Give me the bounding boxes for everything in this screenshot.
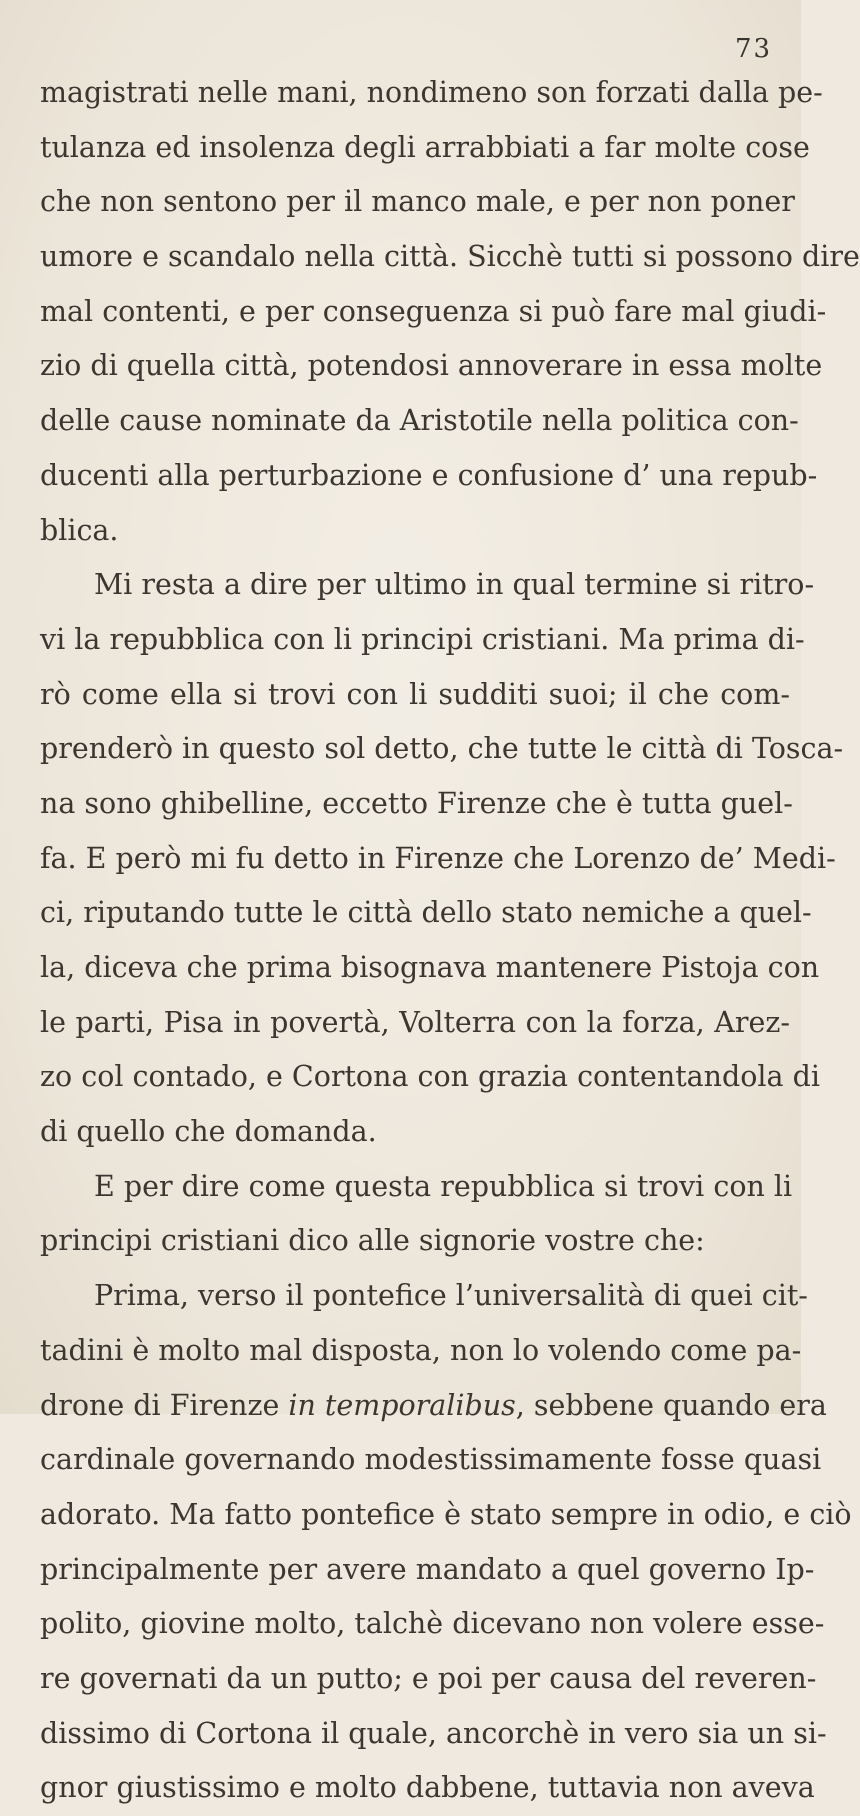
text-line: umore e scandalo nella città. Sicchè tutti si possono dire bbox=[40, 240, 860, 274]
text-line: ducenti alla perturbazione e confusione d’ una repub- bbox=[40, 458, 818, 492]
text-line: blica. bbox=[40, 513, 119, 547]
text-line: vi la repubblica con li principi cristiani. Ma prima di- bbox=[40, 622, 805, 656]
text-line: na sono ghibelline, eccetto Firenze che è tutta guel- bbox=[40, 786, 793, 820]
text-line: zo col contado, e Cortona con grazia contentandola di bbox=[40, 1060, 820, 1094]
text-segment: drone di Firenze bbox=[40, 1388, 289, 1422]
text-line: zio di quella città, potendosi annoverare in essa molte bbox=[40, 349, 823, 383]
page-text bbox=[40, 66, 860, 1816]
text-line: mal contenti, e per conseguenza si può fare mal giudi- bbox=[40, 294, 827, 328]
text-line: che non sentono per il manco male, e per non poner bbox=[40, 185, 795, 219]
text-line: principi cristiani dico alle signorie vostre che: bbox=[40, 1224, 705, 1258]
text-line: fa. E però mi fu detto in Firenze che Lorenzo de’ Medi- bbox=[40, 841, 836, 875]
text-line: E per dire come questa repubblica si trovi con li bbox=[94, 1169, 793, 1203]
text-line: magistrati nelle mani, nondimeno son forzati dalla pe- bbox=[40, 76, 823, 109]
text-line: delle cause nominate da Aristotile nella politica con- bbox=[40, 404, 799, 438]
text-line: tadini è molto mal disposta, non lo volendo come pa- bbox=[40, 1333, 802, 1367]
text-line: principalmente per avere mandato a quel governo Ip- bbox=[40, 1552, 815, 1586]
text-line: Mi resta a dire per ultimo in qual termine si ritro- bbox=[94, 568, 815, 602]
text-segment: , sebbene quando era bbox=[515, 1388, 827, 1422]
text-line: gnor giustissimo e molto dabbene, tuttavia non aveva bbox=[40, 1771, 815, 1805]
text-line: Prima, verso il pontefice l’universalità di quei cit- bbox=[94, 1279, 808, 1313]
text-line: ci, riputando tutte le città dello stato nemiche a quel- bbox=[40, 896, 812, 930]
text-line: re governati da un putto; e poi per causa del reveren- bbox=[40, 1661, 817, 1695]
latin-phrase: in temporalibus bbox=[288, 1388, 516, 1422]
text-line: tulanza ed insolenza degli arrabbiati a far molte cose bbox=[40, 130, 810, 164]
text-line: la, diceva che prima bisognava mantenere Pistoja con bbox=[40, 951, 820, 984]
text-line: di quello che domanda. bbox=[40, 1115, 377, 1149]
text-line: cardinale governando modestissimamente fosse quasi bbox=[40, 1443, 822, 1477]
text-line: prenderò in questo sol detto, che tutte le città di Tosca- bbox=[40, 732, 844, 766]
text-line: le parti, Pisa in povertà, Volterra con la forza, Arez- bbox=[40, 1005, 790, 1039]
text-line: adorato. Ma fatto pontefice è stato sempre in odio, e ciò bbox=[40, 1497, 852, 1531]
text-line: polito, giovine molto, talchè dicevano non volere esse- bbox=[40, 1607, 825, 1641]
text-line bbox=[40, 1379, 827, 1434]
page-number: 73 bbox=[735, 34, 773, 64]
text-line: rò come ella si trovi con li sudditi suoi; il che com- bbox=[40, 677, 790, 711]
text-line: dissimo di Cortona il quale, ancorchè in vero sia un si- bbox=[40, 1716, 827, 1750]
